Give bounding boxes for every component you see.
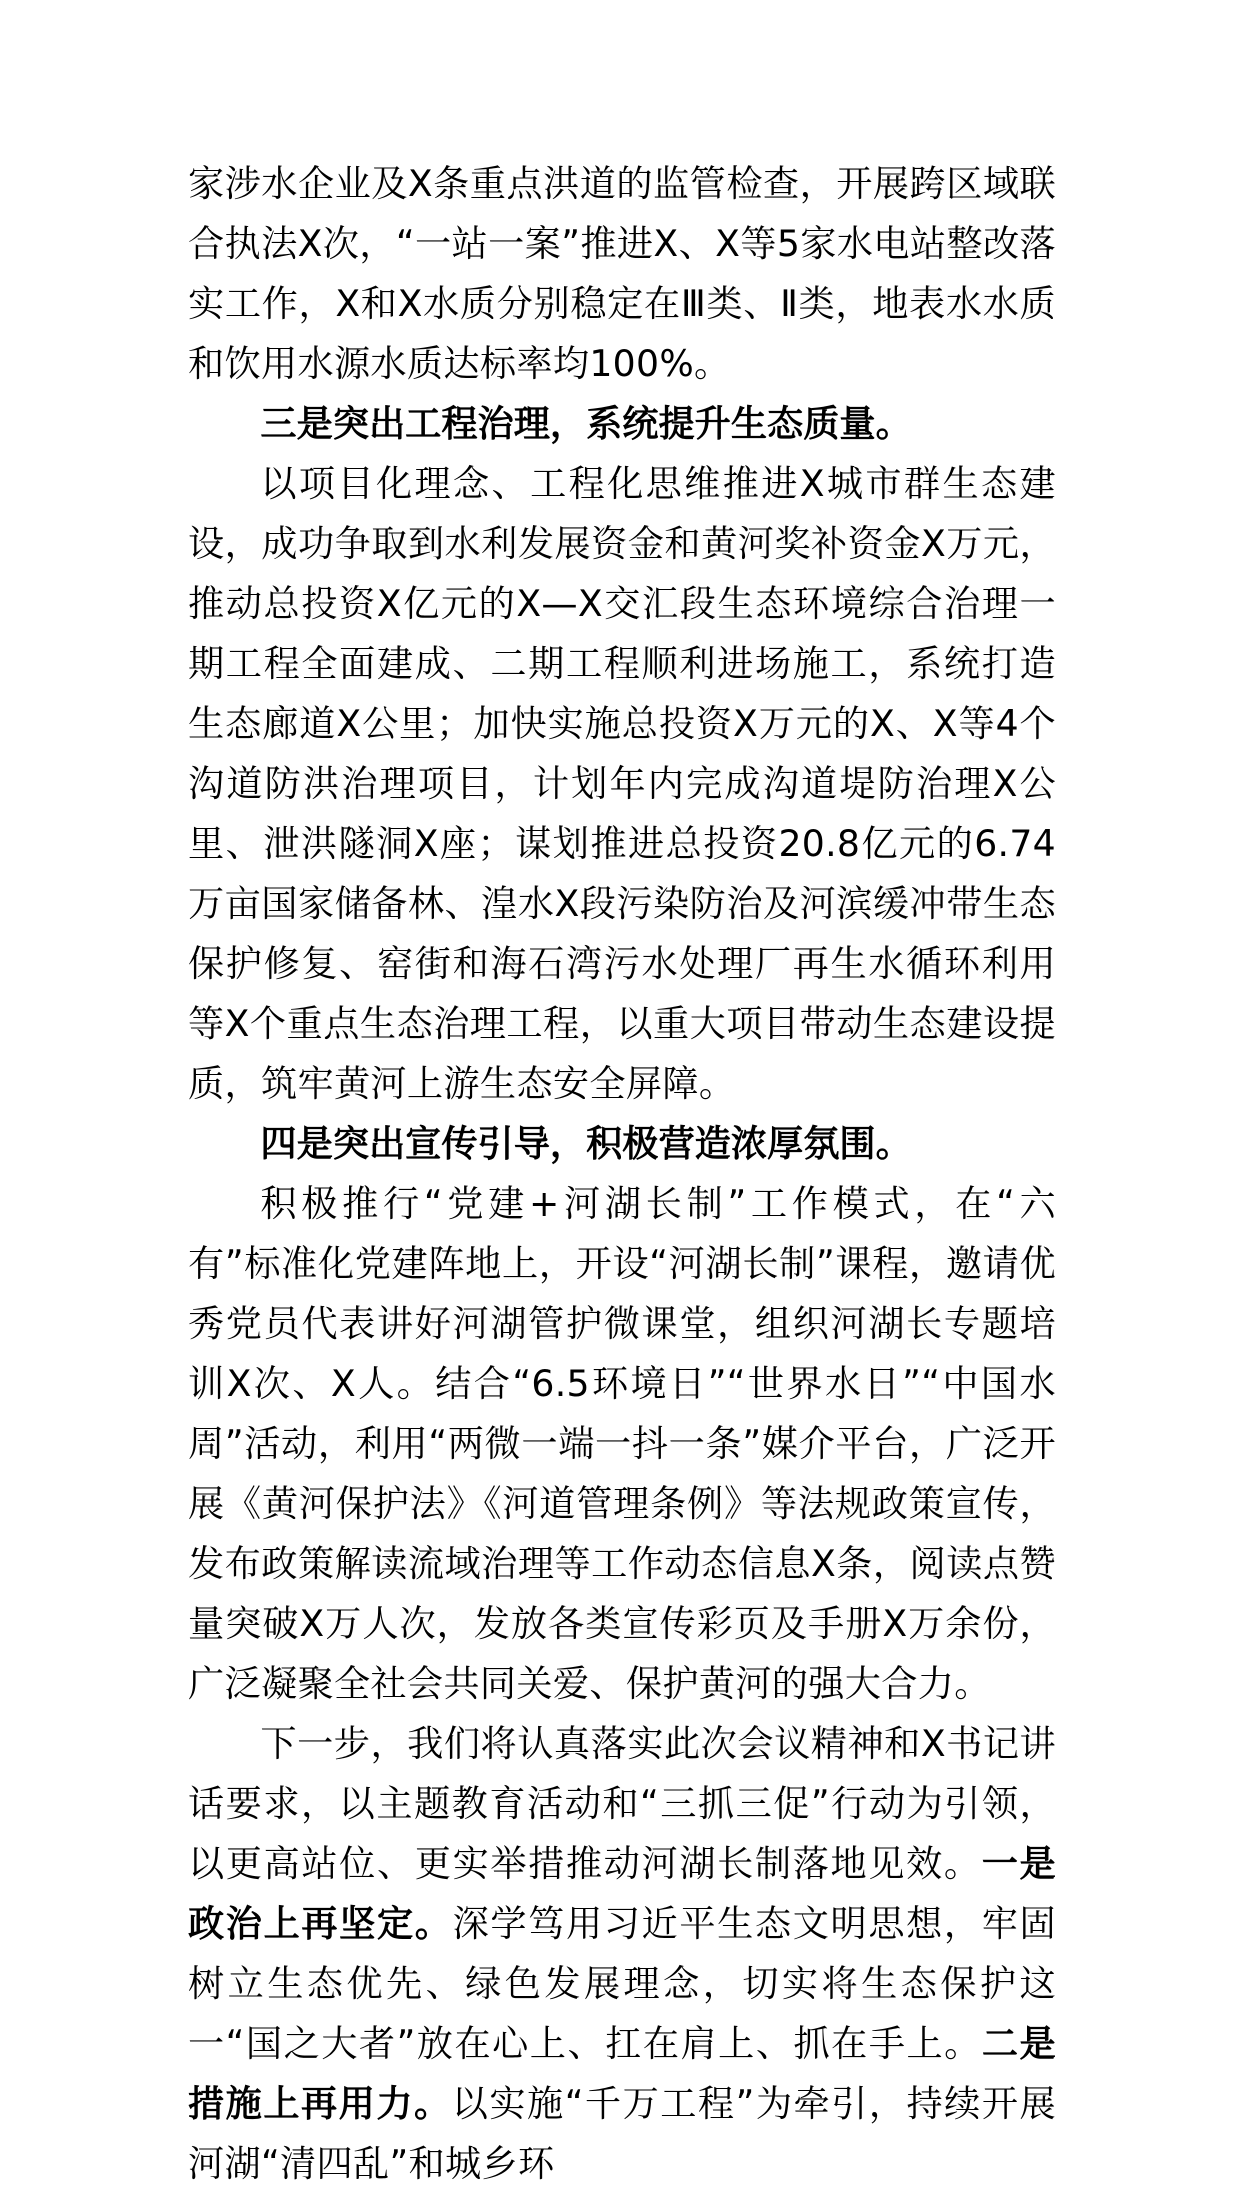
next-step-intro: 下一步，我们将认真落实此次会议精神和X书记讲话要求，以主题教育活动和“三抓三促”行动为引领，以更高站位、更实举措推动河湖长制落地见效。 (188, 1722, 1056, 1885)
section-paragraph-3: 以项目化理念、工程化思维推进X城市群生态建设，成功争取到水利发展资金和黄河奖补资金X万元，推动总投资X亿元的X—X交汇段生态环境综合治理一期工程全面建成、二期工程顺利进场施工，系统打造生态廊道X公里；加快实施总投资X万元的X、X等4个沟道防洪治理项目，计划年内完成沟道堤防治理X公里、泄洪隧洞X座；谋划推进总投资20.8亿元的6.74万亩国家储备林、湟水X段污染防治及河滨缓冲带生态保护修复、窑街和海石湾污水处理厂再生水循环利用等X个重点生态治理工程，以重大项目带动生态建设提质，筑牢黄河上游生态安全屏障。 (188, 462, 1056, 1105)
point1-text: 深学笃用习近平生态文明思想，牢固树立生态优先、绿色发展理念，切实将生态保护这一“国之大者”放在心上、扛在肩上、抓在手上。 (188, 1902, 1056, 2065)
next-step-paragraph (188, 1714, 1056, 2194)
document-body (188, 154, 1056, 2194)
section-heading-4: 四是突出宣传引导，积极营造浓厚氛围。 (260, 1122, 912, 1165)
point2-title: 二是措施上再用力。 (188, 2022, 1057, 2125)
section-heading-3: 三是突出工程治理，系统提升生态质量。 (260, 402, 912, 445)
continued-paragraph: 家涉水企业及X条重点洪道的监管检查，开展跨区域联合执法X次，“一站一案”推进X、X等5家水电站整改落实工作，X和X水质分别稳定在Ⅲ类、Ⅱ类，地表水水质和饮用水源水质达标率均100%。 (188, 162, 1056, 385)
section-paragraph-4: 积极推行“党建+河湖长制”工作模式，在“六有”标准化党建阵地上，开设“河湖长制”课程，邀请优秀党员代表讲好河湖管护微课堂，组织河湖长专题培训X次、X人。结合“6.5环境日”“世界水日”“中国水周”活动，利用“两微一端一抖一条”媒介平台，广泛开展《黄河保护法》《河道管理条例》等法规政策宣传，发布政策解读流域治理等工作动态信息X条，阅读点赞量突破X万人次，发放各类宣传彩页及手册X万余份，广泛凝聚全社会共同关爱、保护黄河的强大合力。 (188, 1182, 1056, 1705)
point1-title: 一是政治上再坚定。 (188, 1842, 1056, 1945)
point2-text: 以实施“千万工程”为牵引，持续开展河湖“清四乱”和城乡环 (188, 2082, 1056, 2185)
